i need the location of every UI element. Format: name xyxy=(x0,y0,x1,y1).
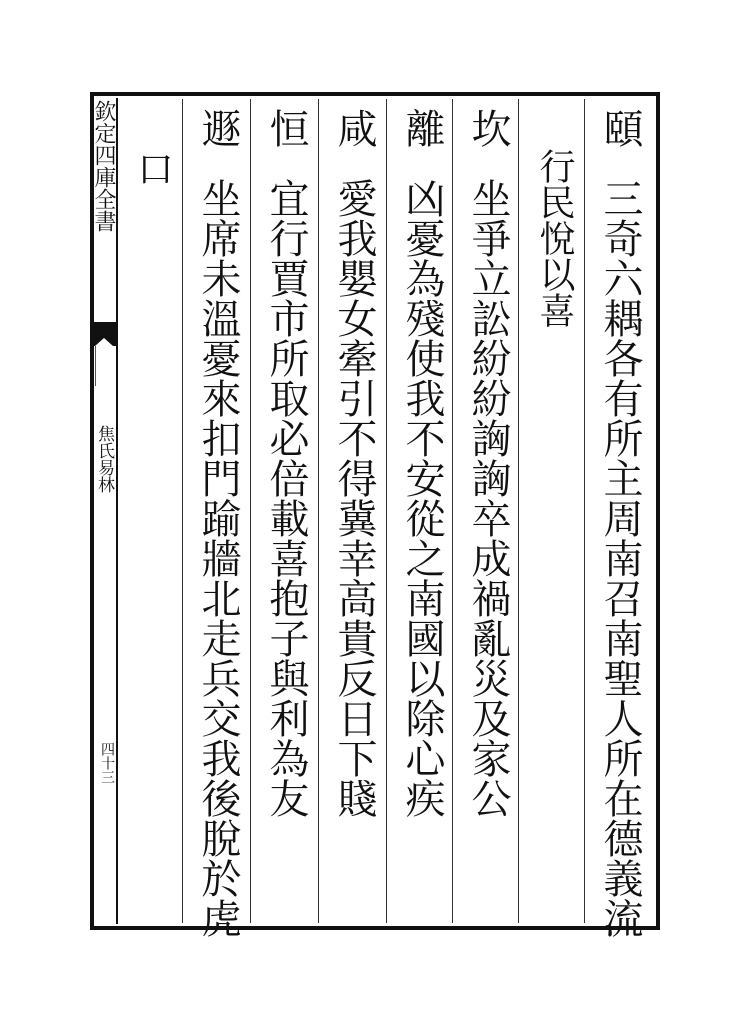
page-number: 四十三 xyxy=(99,742,115,784)
column-rule xyxy=(182,99,183,923)
hexagram-name: 遯 xyxy=(195,108,241,148)
column-rule xyxy=(584,99,585,923)
hexagram-name: 恒 xyxy=(263,108,309,148)
text-column-7 xyxy=(192,108,244,938)
book-title: 焦氏易林 xyxy=(94,425,114,493)
text-column-8 xyxy=(128,150,176,186)
text-column-2 xyxy=(530,148,578,328)
column-text: 口 xyxy=(132,150,173,186)
text-column-6 xyxy=(260,108,312,818)
column-rule xyxy=(452,99,453,923)
column-text: 凶憂為殘使我不安從之南國以除心疾 xyxy=(399,178,445,818)
column-text: 愛我嬰女牽引不得冀幸高貴反日下賤 xyxy=(331,178,377,818)
text-column-5 xyxy=(328,108,380,818)
column-text: 行民悅以喜 xyxy=(534,148,575,328)
column-rule xyxy=(318,99,319,923)
text-column-4 xyxy=(396,108,448,818)
column-text: 坐席未溫憂來扣門踰牆北走兵交我後脫於虎 xyxy=(195,178,241,938)
fishtail-mark xyxy=(92,322,116,346)
margin-line xyxy=(95,346,96,386)
column-rule xyxy=(518,99,519,923)
text-column-3 xyxy=(462,108,514,818)
hexagram-name: 頤 xyxy=(597,108,643,148)
text-column-1 xyxy=(594,108,646,938)
column-text: 三奇六耦各有所主周南召南聖人所在德義流 xyxy=(597,178,643,938)
column-rule xyxy=(386,99,387,923)
margin-divider xyxy=(116,98,118,924)
hexagram-name: 坎 xyxy=(465,108,511,148)
column-text: 宜行賈市所取必倍載喜抱子與利為友 xyxy=(263,178,309,818)
hexagram-name: 咸 xyxy=(331,108,377,148)
collection-title: 欽定四庫全書 xyxy=(91,100,116,232)
hexagram-name: 離 xyxy=(399,108,445,148)
column-rule xyxy=(250,99,251,923)
column-text: 坐爭立訟紛紛詾詾卒成禍亂災及家公 xyxy=(465,178,511,818)
